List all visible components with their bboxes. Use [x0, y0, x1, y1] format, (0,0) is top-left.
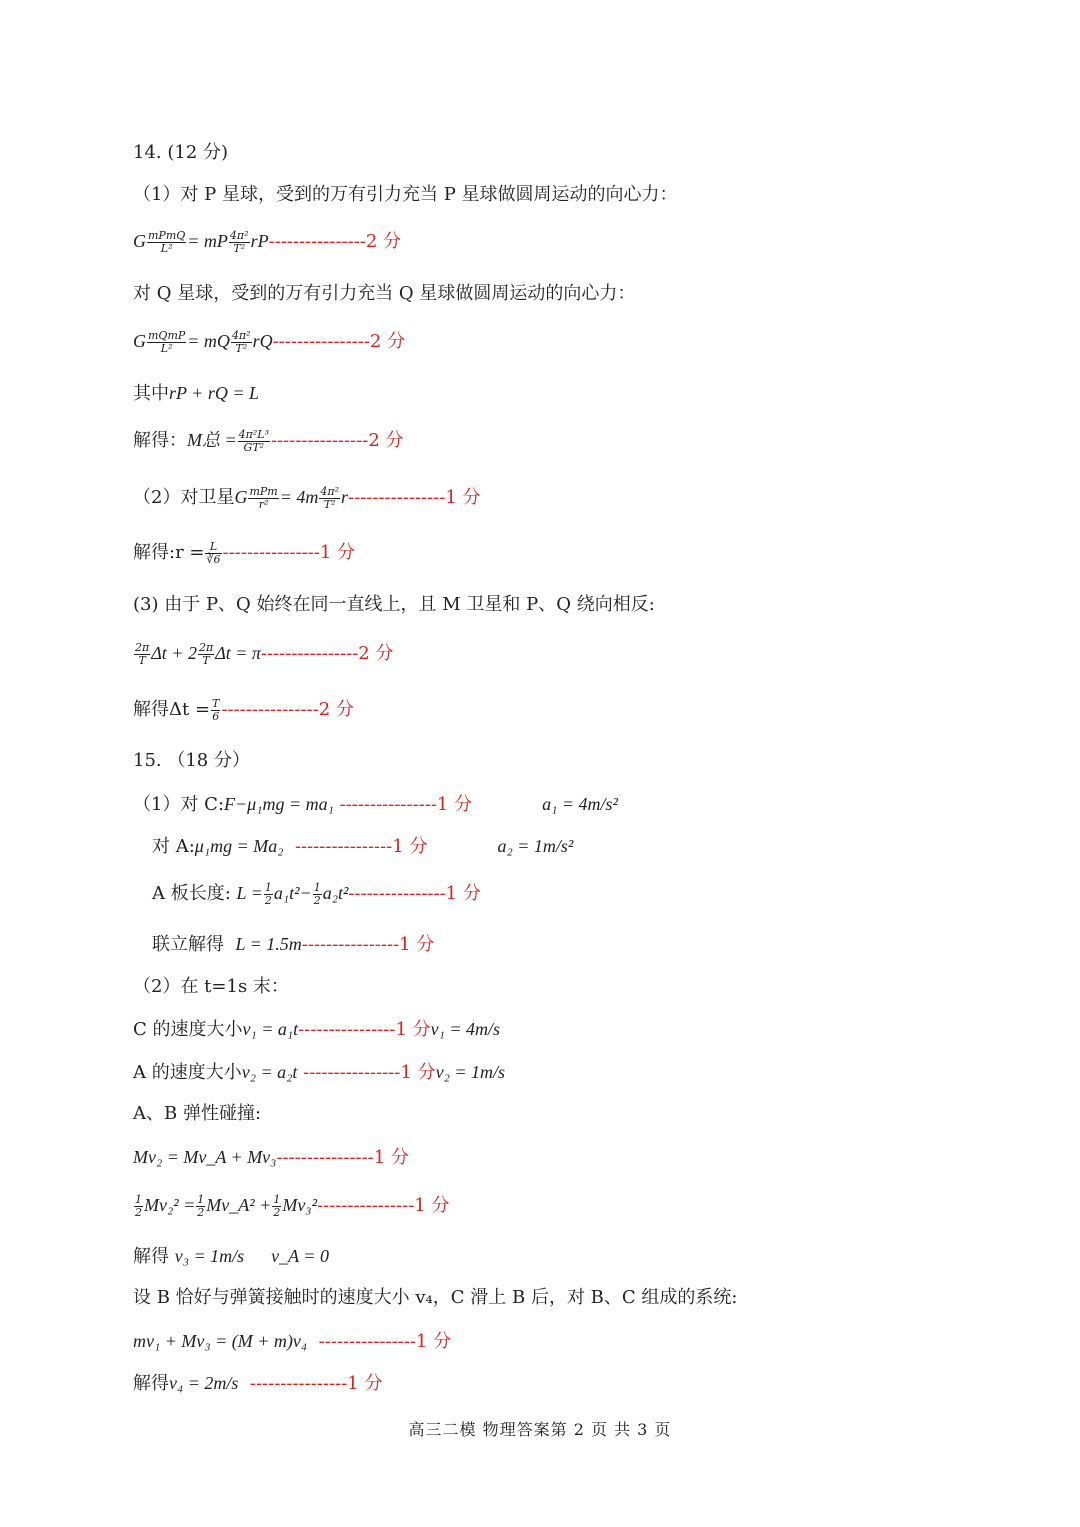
p2-tail: r	[341, 487, 349, 507]
en-frac1: $\frac{1}{2}$	[135, 1192, 142, 1219]
eq1-frac: $\frac{\text{mPmQ}}{\text{L²}}$	[148, 228, 186, 255]
q14-part3-text: (3) 由于 P、Q 始终在同一直线上，且 M 卫星和 P、Q 绕向相反:	[133, 594, 655, 615]
solve-frac: $\frac{\text{4π²L³}}{\text{GT²}}$	[238, 427, 269, 454]
p2-frac: $\frac{\text{mPm}}{\text{r²}}$	[249, 484, 278, 511]
q14-part3-eq	[133, 640, 393, 667]
en-b: Mv_A² +	[206, 1195, 272, 1215]
eq1-score: ----------------2 分	[268, 231, 402, 252]
vc-eq: v₁ = a₁t	[242, 1019, 299, 1039]
q14-dt	[133, 697, 354, 723]
p3-score: ----------------2 分	[260, 643, 394, 664]
where-label: 其中	[133, 383, 169, 404]
vc-score: ----------------1 分	[298, 1019, 431, 1040]
p2-g: G	[234, 487, 248, 507]
len-eq-a: L =	[236, 883, 263, 903]
q15-length	[152, 880, 481, 907]
eq2-g: G	[133, 331, 146, 351]
solve-label: 解得：	[133, 430, 187, 451]
eq2-score: ----------------2 分	[272, 331, 406, 352]
q15-solution	[133, 1243, 329, 1270]
q14-q-text: 对 Q 星球，受到的万有引力充当 Q 星球做圆周运动的向心力：	[133, 283, 636, 304]
v4-label: 解得	[133, 1373, 169, 1394]
r-score: ----------------1 分	[222, 542, 355, 563]
dt-frac: $\frac{T}{6}$	[212, 696, 220, 723]
len-frac2: $\frac{1}{2}$	[313, 880, 321, 907]
q15-joint	[152, 931, 434, 958]
en-a: Mv₂² =	[144, 1195, 196, 1215]
sol-eq: v₃ = 1m/s v_A = 0	[174, 1246, 329, 1266]
va-eq: v₂ = a₂t	[241, 1062, 298, 1082]
p3-frac-b: $\frac{2\pi}{T}$	[198, 640, 214, 667]
q14-eq1	[133, 228, 401, 255]
en-frac3: $\frac{1}{2}$	[273, 1192, 281, 1219]
where-eq: rP + rQ = L	[169, 383, 259, 403]
q14-where	[133, 380, 259, 407]
q14-eq2	[133, 328, 405, 355]
q14-part2	[133, 484, 481, 511]
c1-label: （1）对 C:	[133, 794, 225, 815]
p3-mid: Δt + 2	[151, 643, 197, 663]
eq1-tail: rP	[250, 231, 269, 251]
page-footer: 高三二模 物理答案第 2 页 共 3 页	[408, 1420, 672, 1439]
en-frac2: $\frac{1}{2}$	[197, 1192, 205, 1219]
sys-score: ----------------1 分	[318, 1331, 452, 1352]
eq2-frac2: $\frac{\text{4π²}}{\text{T²}}$	[231, 328, 251, 355]
solve-lhs: M总 =	[187, 430, 237, 450]
joint-score: ----------------1 分	[301, 934, 435, 955]
p2-mid: = 4m	[279, 487, 319, 507]
va-res: v₂ = 1m/s	[435, 1062, 506, 1082]
p2-frac2: $\frac{\text{4π²}}{\text{T²}}$	[320, 484, 340, 511]
q15-momentum	[133, 1144, 409, 1171]
q15-system	[133, 1328, 451, 1355]
va-label: A 的速度大小	[133, 1062, 242, 1083]
a1-aside: a₂ = 1m/s²	[497, 836, 574, 856]
dt-score: ----------------2 分	[221, 699, 354, 720]
q15-vc	[133, 1016, 500, 1043]
len-frac1: $\frac{1}{2}$	[264, 880, 272, 907]
mom-eq: Mv₂ = Mv_A + Mv₃	[133, 1147, 277, 1167]
q15-va	[133, 1059, 505, 1086]
a1-eq: μ₁mg = Ma₂	[194, 836, 284, 856]
c1-eq: F−μ₁mg = ma₁	[224, 794, 334, 814]
q15-energy	[133, 1192, 449, 1219]
en-c: Mv₃²	[282, 1195, 317, 1215]
len-eq-b: a₁t²−	[273, 883, 312, 903]
q14-solve	[133, 427, 404, 454]
a1-score: ----------------1 分	[294, 836, 428, 857]
sys-eq: mv₁ + Mv₃ = (M + m)v₄	[133, 1331, 308, 1351]
joint-eq: L = 1.5m	[235, 934, 302, 954]
q15-part2-text: （2）在 t=1s 末：	[133, 976, 289, 997]
eq1-mid: = mP	[187, 231, 228, 251]
p2-label: （2）对卫星	[133, 487, 235, 508]
vc-label: C 的速度大小	[133, 1019, 243, 1040]
va-score: ----------------1 分	[303, 1062, 436, 1083]
eq2-frac: $\frac{\text{mQmP}}{\text{L²}}$	[148, 328, 186, 355]
sol-label: 解得	[133, 1246, 169, 1267]
len-eq-c: a₂t²	[322, 883, 349, 903]
solve-score: ----------------2 分	[271, 430, 404, 451]
len-score: ----------------1 分	[348, 883, 481, 904]
q15-header: 15. （18 分）	[133, 750, 250, 771]
q14-header: 14. (12 分)	[133, 142, 229, 163]
eq2-tail: rQ	[252, 331, 273, 351]
eq1-g: G	[133, 231, 146, 251]
c1-score: ----------------1 分	[339, 794, 473, 815]
r-label: 解得:r =	[133, 542, 205, 563]
q15-setb-text: 设 B 恰好与弹簧接触时的速度大小 v₄，C 滑上 B 后，对 B、C 组成的系统:	[133, 1287, 738, 1308]
p3-tail: Δt = π	[215, 643, 261, 663]
vc-res: v₁ = 4m/s	[430, 1019, 501, 1039]
a1-label: 对 A:	[152, 836, 195, 857]
dt-label: 解得Δt =	[133, 699, 211, 720]
len-label: A 板长度:	[152, 883, 231, 904]
q15-v4	[133, 1370, 382, 1397]
p2-score: ----------------1 分	[348, 487, 481, 508]
q15-elastic: A、B 弹性碰撞:	[133, 1103, 262, 1124]
eq1-frac2: $\frac{\text{4π²}}{\text{T²}}$	[229, 228, 249, 255]
c1-aside: a₁ = 4m/s²	[542, 794, 618, 814]
eq2-mid: = mQ	[187, 331, 230, 351]
q14-part1-text: （1）对 P 星球，受到的万有引力充当 P 星球做圆周运动的向心力：	[133, 184, 678, 205]
en-score: ----------------1 分	[316, 1195, 450, 1216]
q15-c1	[133, 791, 618, 818]
q14-r	[133, 540, 355, 566]
r-frac: $\frac{L}{∛6}$	[206, 539, 221, 566]
mom-score: ----------------1 分	[276, 1147, 409, 1168]
q15-a1	[152, 833, 573, 860]
p3-frac-a: $\frac{2\pi}{T}$	[135, 640, 150, 667]
joint-label: 联立解得	[152, 934, 224, 955]
v4-eq: v₄ = 2m/s	[169, 1373, 239, 1393]
v4-score: ----------------1 分	[249, 1373, 383, 1394]
